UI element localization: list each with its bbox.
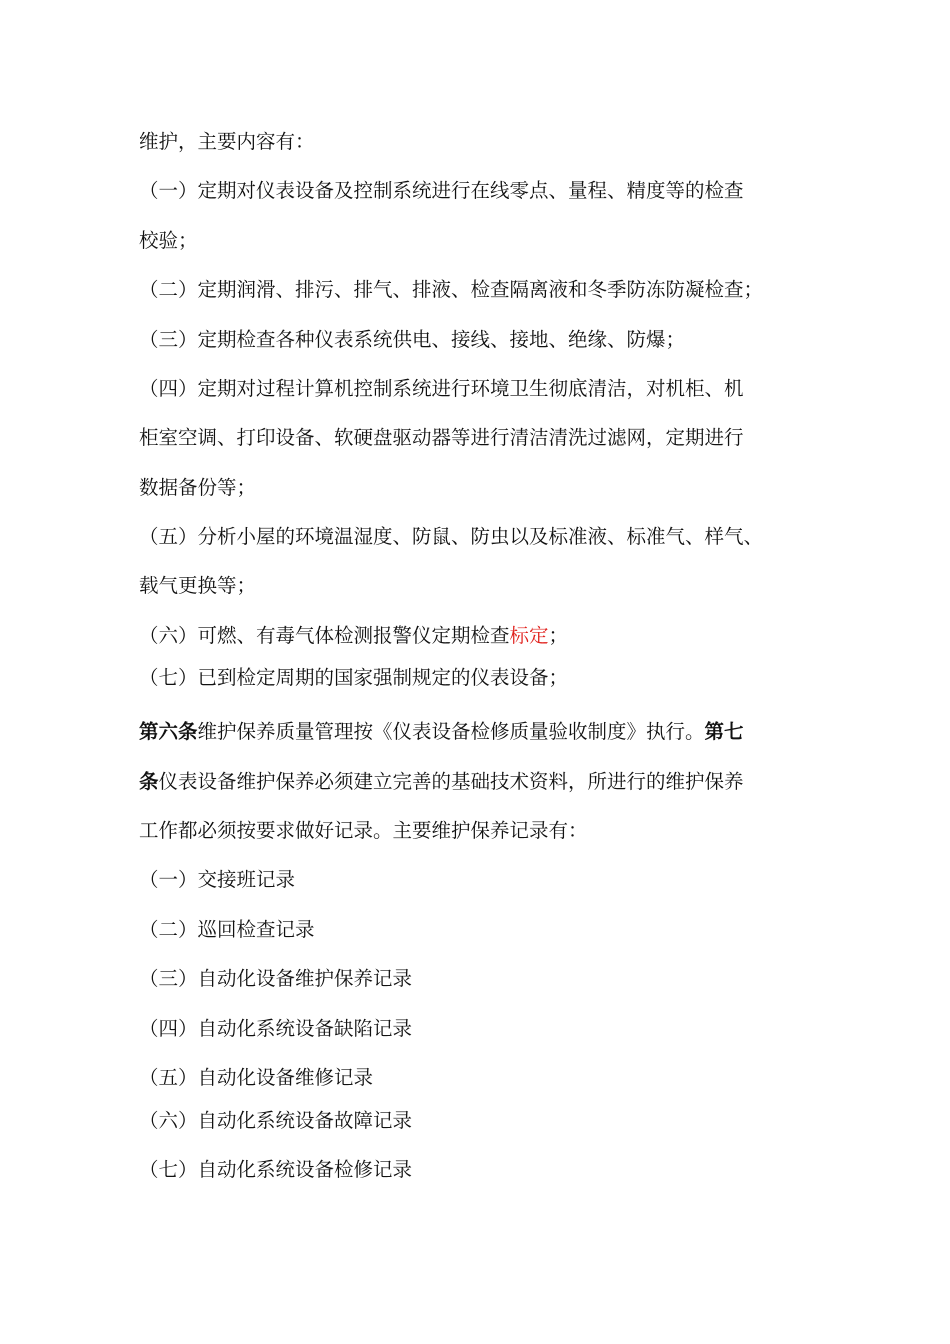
record-item: （七）自动化系统设备检修记录 (139, 1158, 413, 1181)
article-6-body: 维护保养质量管理按《仪表设备检修质量验收制度》执行。 (197, 720, 705, 743)
item-4-line-1: （四）定期对过程计算机控制系统进行环境卫生彻底清洁，对机柜、机 (139, 377, 744, 400)
article-6-title: 第六条 (139, 720, 198, 743)
article-7-title-part1: 第七 (704, 720, 744, 743)
record-item: （六）自动化系统设备故障记录 (139, 1109, 413, 1132)
item-5-line-1: （五）分析小屋的环境温湿度、防鼠、防虫以及标准液、标准气、样气、 (139, 525, 764, 548)
item-3-line-1: （三）定期检查各种仪表系统供电、接线、接地、绝缘、防爆； (139, 328, 686, 351)
article-6-line (139, 718, 744, 746)
item-4-line-2: 柜室空调、打印设备、软硬盘驱动器等进行清洁清洗过滤网，定期进行 (139, 426, 744, 449)
item-1-line-2: 校验； (139, 229, 198, 252)
record-item: （三）自动化设备维护保养记录 (139, 967, 413, 990)
item-6-highlight: 标定 (509, 624, 549, 647)
item-4-line-3: 数据备份等； (139, 476, 257, 499)
item-6-line (139, 622, 568, 650)
record-item: （一）交接班记录 (139, 868, 296, 891)
item-2-line-1: （二）定期润滑、排污、排气、排液、检查隔离液和冬季防冻防凝检查； (139, 278, 764, 301)
item-1-line-1: （一）定期对仪表设备及控制系统进行在线零点、量程、精度等的检查 (139, 179, 744, 202)
item-5-line-2: 载气更换等； (139, 574, 257, 597)
item-6-end: ； (548, 624, 569, 647)
article-7-title-part2: 条 (139, 770, 159, 793)
item-6-text: （六）可燃、有毒气体检测报警仪定期检查 (139, 624, 510, 647)
article-7-line-1 (139, 768, 744, 796)
record-item: （五）自动化设备维修记录 (139, 1066, 374, 1089)
record-item: （四）自动化系统设备缺陷记录 (139, 1017, 413, 1040)
intro-text: 维护，主要内容有： (139, 130, 315, 153)
article-7-line-2: 工作都必须按要求做好记录。主要维护保养记录有： (139, 819, 588, 842)
item-7-line-1: （七）已到检定周期的国家强制规定的仪表设备； (139, 666, 569, 689)
article-7-body-1: 仪表设备维护保养必须建立完善的基础技术资料，所进行的维护保养 (158, 770, 744, 793)
record-item: （二）巡回检查记录 (139, 918, 315, 941)
